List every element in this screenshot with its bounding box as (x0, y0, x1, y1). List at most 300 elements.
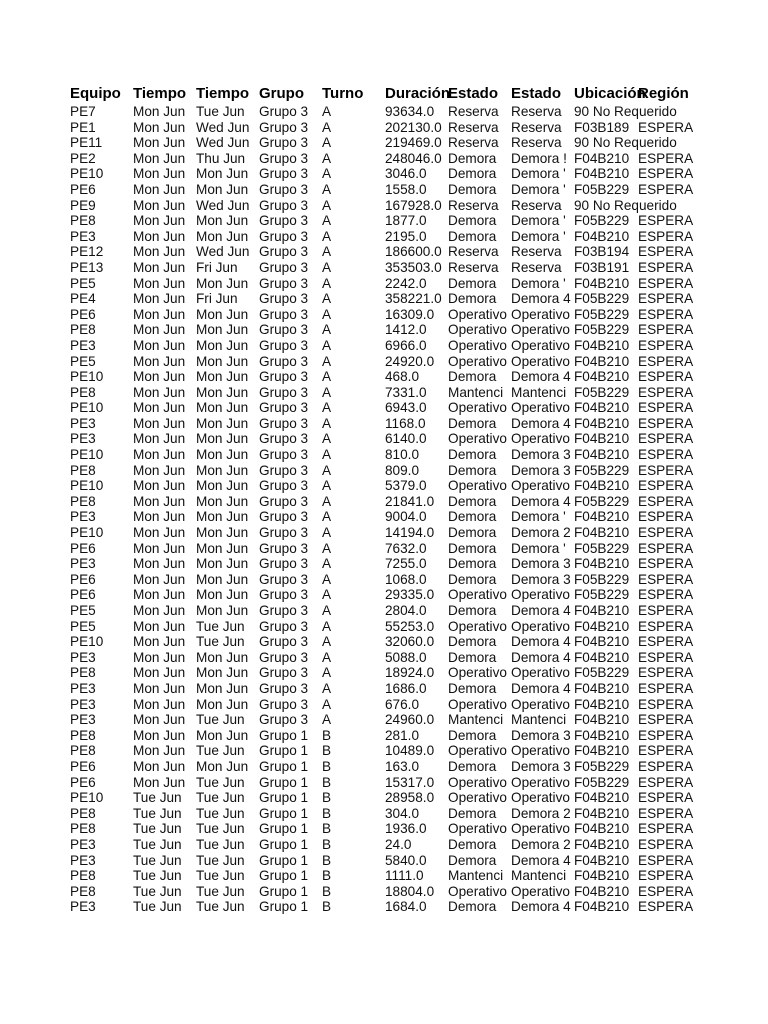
cell-estado-detalle: Demora 3 (511, 571, 571, 587)
cell-estado-detalle: Mantenci (511, 712, 567, 728)
cell-equipo: PE10 (70, 525, 104, 541)
cell-estado: Demora (448, 649, 497, 665)
cell-turno: A (322, 353, 332, 369)
cell-grupo: Grupo 3 (259, 447, 309, 463)
cell-estado: Demora (448, 228, 497, 244)
cell-equipo: PE6 (70, 181, 96, 197)
cell-turno: A (322, 712, 332, 728)
cell-grupo: Grupo 3 (259, 275, 309, 291)
cell-tiempo-inicio: Mon Jun (133, 353, 186, 369)
cell-turno: B (322, 868, 332, 884)
cell-tiempo-fin: Mon Jun (196, 493, 249, 509)
cell-equipo: PE8 (70, 462, 96, 478)
cell-ubicacion: F05B229 (574, 291, 630, 307)
table-row (69, 447, 709, 463)
cell-estado: Demora (448, 291, 497, 307)
cell-estado: Operativo (448, 337, 507, 353)
cell-tiempo-fin: Mon Jun (196, 384, 249, 400)
cell-region: ESPERA (638, 805, 694, 821)
cell-estado: Demora (448, 447, 497, 463)
header-estado: Estado (448, 85, 499, 102)
cell-duracion: 6966.0 (385, 337, 427, 353)
cell-estado: Demora (448, 493, 497, 509)
cell-tiempo-inicio: Mon Jun (133, 758, 186, 774)
cell-estado: Demora (448, 369, 497, 385)
cell-grupo: Grupo 1 (259, 774, 309, 790)
cell-equipo: PE3 (70, 228, 96, 244)
cell-tiempo-fin: Mon Jun (196, 571, 249, 587)
cell-estado-detalle: Operativo (511, 587, 570, 603)
cell-grupo: Grupo 3 (259, 603, 309, 618)
cell-tiempo-inicio: Mon Jun (133, 275, 186, 291)
cell-turno: A (322, 509, 332, 525)
cell-estado-detalle: Demora 4 (511, 649, 571, 665)
cell-region (637, 198, 699, 214)
cell-ubicacion: F05B229 (574, 774, 630, 790)
cell-equipo: PE3 (70, 680, 96, 696)
cell-tiempo-fin: Mon Jun (196, 665, 249, 681)
cell-tiempo-fin: Thu Jun (196, 150, 246, 166)
cell-duracion: 1168.0 (385, 415, 426, 431)
cell-turno: A (322, 369, 332, 385)
cell-estado: Demora (448, 166, 497, 182)
cell-grupo: Grupo 3 (259, 400, 309, 416)
cell-estado: Operativo (448, 774, 507, 790)
cell-turno: A (322, 291, 332, 307)
cell-equipo: PE7 (70, 104, 96, 119)
cell-ubicacion: F04B210 (574, 525, 630, 541)
table-row (69, 712, 709, 728)
table-row (69, 837, 709, 853)
cell-grupo: Grupo 3 (259, 680, 309, 696)
cell-tiempo-inicio: Mon Jun (133, 431, 186, 447)
cell-region (637, 104, 699, 120)
cell-tiempo-fin: Mon Jun (196, 369, 249, 385)
cell-grupo: Grupo 3 (259, 150, 309, 166)
cell-grupo: Grupo 3 (259, 509, 309, 525)
cell-equipo: PE8 (70, 805, 96, 821)
cell-estado: Operativo (448, 587, 507, 603)
cell-region: ESPERA (638, 431, 694, 447)
cell-ubicacion: F04B210 (574, 649, 630, 665)
cell-equipo: PE8 (70, 665, 96, 681)
cell-estado-detalle: Operativo (511, 774, 570, 790)
cell-equipo: PE3 (70, 696, 96, 712)
cell-grupo: Grupo 1 (259, 868, 309, 884)
cell-estado: Demora (448, 509, 497, 525)
cell-tiempo-inicio: Tue Jun (133, 805, 182, 821)
cell-equipo: PE10 (70, 400, 104, 416)
cell-equipo: PE3 (70, 836, 96, 852)
cell-ubicacion: F05B229 (574, 587, 630, 603)
table-row (69, 884, 709, 900)
cell-equipo: PE10 (70, 166, 104, 182)
cell-ubicacion: F05B229 (574, 384, 630, 400)
cell-ubicacion: F04B210 (574, 603, 630, 618)
cell-tiempo-inicio: Mon Jun (133, 369, 186, 385)
cell-ubicacion: F04B210 (574, 150, 630, 166)
cell-duracion: 167928.0 (385, 197, 442, 213)
cell-region: ESPERA (638, 478, 694, 494)
cell-estado: Demora (448, 680, 497, 696)
cell-duracion: 1558.0 (385, 181, 427, 197)
cell-estado: Reserva (448, 197, 499, 213)
cell-tiempo-inicio: Mon Jun (133, 493, 186, 509)
cell-grupo: Grupo 1 (259, 821, 309, 837)
cell-region: ESPERA (638, 525, 694, 541)
table-row (69, 229, 709, 245)
cell-grupo: Grupo 3 (259, 462, 309, 478)
cell-estado: Demora (448, 852, 497, 868)
cell-region: ESPERA (638, 743, 694, 759)
cell-duracion: 1877.0 (385, 213, 427, 229)
cell-equipo: PE6 (70, 540, 96, 556)
cell-ubicacion: F05B229 (574, 213, 630, 229)
cell-duracion: 24920.0 (385, 353, 435, 369)
cell-duracion: 24.0 (385, 836, 412, 852)
cell-tiempo-inicio: Mon Jun (133, 400, 186, 416)
cell-tiempo-inicio: Mon Jun (133, 603, 186, 618)
cell-turno: A (322, 618, 332, 634)
cell-grupo: Grupo 3 (259, 696, 309, 712)
cell-estado-detalle: Reserva (511, 119, 562, 135)
cell-turno: A (322, 197, 332, 213)
cell-equipo: PE8 (70, 213, 96, 229)
cell-region: ESPERA (638, 166, 694, 182)
table-row (69, 821, 709, 837)
cell-equipo: PE4 (70, 291, 96, 307)
cell-duracion: 1936.0 (385, 821, 427, 837)
cell-region: ESPERA (638, 790, 694, 806)
cell-tiempo-inicio: Tue Jun (133, 790, 182, 806)
cell-equipo: PE5 (70, 603, 96, 618)
cell-turno: A (322, 493, 332, 509)
cell-tiempo-fin: Mon Jun (196, 556, 249, 572)
header-ubicacion: Ubicación (574, 85, 646, 102)
cell-duracion: 18804.0 (385, 883, 435, 899)
cell-tiempo-fin: Tue Jun (196, 883, 245, 899)
cell-region: ESPERA (638, 306, 694, 322)
cell-equipo: PE6 (70, 306, 96, 322)
cell-duracion: 93634.0 (385, 104, 435, 119)
cell-tiempo-fin: Tue Jun (196, 836, 245, 852)
cell-region: ESPERA (638, 322, 694, 338)
table-row (69, 665, 709, 681)
cell-estado: Demora (448, 805, 497, 821)
cell-equipo: PE3 (70, 712, 96, 728)
cell-tiempo-fin: Tue Jun (196, 774, 245, 790)
header-grupo: Grupo (259, 85, 304, 102)
cell-estado: Reserva (448, 135, 499, 151)
cell-duracion: 32060.0 (385, 634, 435, 650)
table-row (69, 322, 709, 338)
table-row (69, 151, 709, 167)
cell-turno: A (322, 540, 332, 556)
table-row (69, 556, 709, 572)
cell-estado: Operativo (448, 696, 507, 712)
table-row (69, 619, 709, 635)
cell-turno: A (322, 478, 332, 494)
table-row (69, 416, 709, 432)
cell-duracion: 809.0 (385, 462, 420, 478)
cell-estado-detalle: Operativo (511, 431, 570, 447)
cell-equipo: PE3 (70, 556, 96, 572)
cell-estado: Operativo (448, 400, 507, 416)
cell-equipo: PE8 (70, 883, 96, 899)
cell-tiempo-inicio: Mon Jun (133, 727, 186, 743)
cell-duracion: 21841.0 (385, 493, 435, 509)
cell-equipo: PE5 (70, 275, 96, 291)
cell-grupo: Grupo 3 (259, 369, 309, 385)
cell-region: ESPERA (638, 447, 694, 463)
cell-region: ESPERA (638, 758, 694, 774)
cell-tiempo-fin: Wed Jun (196, 119, 250, 135)
cell-estado-detalle: Demora 4 (511, 493, 571, 509)
cell-tiempo-fin: Mon Jun (196, 181, 249, 197)
cell-duracion: 55253.0 (385, 618, 435, 634)
cell-region: ESPERA (638, 275, 694, 291)
cell-tiempo-inicio: Mon Jun (133, 415, 186, 431)
cell-ubicacion: F04B210 (574, 166, 630, 182)
cell-estado-detalle: Demora 2 (511, 836, 571, 852)
table-row (69, 104, 709, 120)
cell-grupo: Grupo 3 (259, 259, 309, 275)
cell-tiempo-inicio: Mon Jun (133, 696, 186, 712)
cell-tiempo-inicio: Mon Jun (133, 322, 186, 338)
cell-region: ESPERA (638, 353, 694, 369)
cell-ubicacion: F04B210 (574, 712, 630, 728)
cell-duracion: 5379.0 (385, 478, 427, 494)
cell-equipo: PE6 (70, 587, 96, 603)
table-row (69, 759, 709, 775)
header-estado-detalle: Estado (511, 85, 562, 102)
cell-tiempo-fin: Tue Jun (196, 712, 245, 728)
cell-estado-detalle: Demora 2 (511, 525, 571, 541)
cell-estado: Operativo (448, 431, 507, 447)
table-row (69, 354, 709, 370)
cell-grupo: Grupo 3 (259, 618, 309, 634)
cell-grupo: Grupo 3 (259, 322, 309, 338)
cell-turno: A (322, 634, 332, 650)
cell-equipo: PE10 (70, 790, 104, 806)
cell-estado-detalle: Operativo (511, 400, 570, 416)
cell-estado-detalle: Reserva (511, 197, 562, 213)
cell-estado-detalle: Operativo (511, 743, 570, 759)
cell-grupo: Grupo 1 (259, 899, 309, 915)
cell-duracion: 5840.0 (385, 852, 427, 868)
cell-estado-detalle: Demora ' (511, 228, 566, 244)
cell-tiempo-fin: Mon Jun (196, 649, 249, 665)
cell-equipo: PE8 (70, 743, 96, 759)
cell-estado-detalle: Demora 3 (511, 462, 571, 478)
table-row (69, 697, 709, 713)
cell-grupo: Grupo 3 (259, 306, 309, 322)
cell-duracion: 24960.0 (385, 712, 435, 728)
cell-grupo: Grupo 1 (259, 852, 309, 868)
cell-estado-detalle: Demora ' (511, 181, 566, 197)
cell-grupo: Grupo 3 (259, 353, 309, 369)
cell-tiempo-fin: Tue Jun (196, 618, 245, 634)
cell-duracion: 358221.0 (385, 291, 442, 307)
cell-tiempo-fin: Wed Jun (196, 197, 250, 213)
cell-duracion: 10489.0 (385, 743, 435, 759)
cell-tiempo-fin: Mon Jun (196, 213, 249, 229)
cell-tiempo-fin: Tue Jun (196, 634, 245, 650)
cell-tiempo-fin: Fri Jun (196, 291, 238, 307)
cell-ubicacion: F05B229 (574, 306, 630, 322)
cell-region: ESPERA (638, 384, 694, 400)
cell-equipo: PE10 (70, 478, 104, 494)
cell-estado-detalle: Demora 4 (511, 852, 571, 868)
cell-estado-detalle: Demora ' (511, 166, 566, 182)
cell-region: ESPERA (638, 291, 694, 307)
cell-tiempo-fin: Mon Jun (196, 509, 249, 525)
cell-duracion: 29335.0 (385, 587, 435, 603)
cell-grupo: Grupo 3 (259, 587, 309, 603)
table-row (69, 431, 709, 447)
cell-region: ESPERA (638, 852, 694, 868)
cell-estado: Operativo (448, 790, 507, 806)
cell-tiempo-fin: Mon Jun (196, 322, 249, 338)
cell-ubicacion: 90 No Requerido (574, 104, 677, 119)
cell-equipo: PE3 (70, 899, 96, 915)
cell-estado: Demora (448, 213, 497, 229)
cell-estado-detalle: Demora 4 (511, 291, 571, 307)
cell-equipo: PE8 (70, 821, 96, 837)
cell-estado-detalle: Operativo (511, 665, 570, 681)
cell-estado: Demora (448, 571, 497, 587)
cell-duracion: 468.0 (385, 369, 420, 385)
header-region: Región (638, 85, 689, 102)
cell-grupo: Grupo 3 (259, 478, 309, 494)
cell-turno: B (322, 774, 332, 790)
cell-tiempo-inicio: Tue Jun (133, 899, 182, 915)
cell-duracion: 15317.0 (385, 774, 435, 790)
table-row (69, 244, 709, 260)
cell-tiempo-fin: Mon Jun (196, 306, 249, 322)
cell-region: ESPERA (638, 618, 694, 634)
cell-grupo: Grupo 3 (259, 571, 309, 587)
cell-equipo: PE3 (70, 415, 96, 431)
cell-tiempo-fin: Tue Jun (196, 899, 245, 915)
table-row (69, 509, 709, 525)
cell-tiempo-fin: Tue Jun (196, 852, 245, 868)
cell-tiempo-inicio: Mon Jun (133, 166, 186, 182)
cell-tiempo-fin: Mon Jun (196, 478, 249, 494)
cell-estado-detalle: Demora 3 (511, 447, 571, 463)
cell-turno: A (322, 119, 332, 135)
cell-region: ESPERA (638, 213, 694, 229)
cell-estado-detalle: Demora 4 (511, 603, 571, 618)
cell-estado-detalle: Mantenci (511, 868, 567, 884)
cell-ubicacion: F05B229 (574, 540, 630, 556)
table-row (69, 400, 709, 416)
table-row (69, 198, 709, 214)
cell-duracion: 28958.0 (385, 790, 435, 806)
table-row (69, 899, 709, 915)
cell-duracion: 202130.0 (385, 119, 442, 135)
cell-equipo: PE8 (70, 727, 96, 743)
cell-tiempo-fin: Mon Jun (196, 431, 249, 447)
cell-duracion: 6943.0 (385, 400, 427, 416)
cell-estado: Demora (448, 150, 497, 166)
cell-estado: Demora (448, 899, 497, 915)
cell-estado: Operativo (448, 306, 507, 322)
cell-turno: A (322, 181, 332, 197)
cell-estado: Operativo (448, 322, 507, 338)
cell-tiempo-inicio: Mon Jun (133, 665, 186, 681)
cell-ubicacion: F05B229 (574, 181, 630, 197)
cell-ubicacion: 90 No Requerido (574, 135, 677, 151)
cell-grupo: Grupo 1 (259, 836, 309, 852)
cell-turno: A (322, 306, 332, 322)
cell-region: ESPERA (638, 587, 694, 603)
cell-tiempo-inicio: Mon Jun (133, 556, 186, 572)
cell-equipo: PE3 (70, 649, 96, 665)
cell-region: ESPERA (638, 727, 694, 743)
cell-tiempo-inicio: Tue Jun (133, 883, 182, 899)
cell-tiempo-inicio: Mon Jun (133, 259, 186, 275)
cell-grupo: Grupo 3 (259, 291, 309, 307)
cell-estado-detalle: Operativo (511, 883, 570, 899)
header-equipo: Equipo (70, 85, 121, 102)
cell-estado-detalle: Reserva (511, 135, 562, 151)
cell-tiempo-inicio: Mon Jun (133, 213, 186, 229)
cell-region: ESPERA (638, 228, 694, 244)
cell-estado: Reserva (448, 119, 499, 135)
cell-tiempo-fin: Tue Jun (196, 104, 245, 119)
cell-turno: A (322, 166, 332, 182)
cell-duracion: 186600.0 (385, 244, 442, 260)
cell-tiempo-inicio: Mon Jun (133, 743, 186, 759)
cell-turno: A (322, 603, 332, 618)
table-body (69, 104, 709, 915)
cell-estado-detalle: Reserva (511, 244, 562, 260)
cell-tiempo-fin: Mon Jun (196, 415, 249, 431)
cell-estado-detalle: Operativo (511, 478, 570, 494)
cell-tiempo-inicio: Mon Jun (133, 197, 186, 213)
table-row (69, 213, 709, 229)
table-row (69, 728, 709, 744)
cell-duracion: 2242.0 (385, 275, 427, 291)
cell-ubicacion: 90 No Requerido (574, 197, 677, 213)
cell-estado: Reserva (448, 244, 499, 260)
cell-grupo: Grupo 3 (259, 104, 309, 119)
cell-equipo: PE3 (70, 509, 96, 525)
cell-turno: B (322, 836, 332, 852)
cell-turno: A (322, 259, 332, 275)
cell-estado: Operativo (448, 353, 507, 369)
cell-grupo: Grupo 3 (259, 213, 309, 229)
cell-estado: Demora (448, 634, 497, 650)
table-row (69, 806, 709, 822)
cell-estado: Demora (448, 836, 497, 852)
cell-equipo: PE10 (70, 369, 104, 385)
cell-equipo: PE8 (70, 322, 96, 338)
cell-grupo: Grupo 3 (259, 244, 309, 260)
cell-ubicacion: F03B191 (574, 259, 630, 275)
cell-turno: A (322, 337, 332, 353)
cell-estado-detalle: Operativo (511, 790, 570, 806)
cell-turno: B (322, 727, 332, 743)
cell-tiempo-inicio: Mon Jun (133, 181, 186, 197)
cell-grupo: Grupo 3 (259, 415, 309, 431)
cell-turno: B (322, 758, 332, 774)
table-row (69, 541, 709, 557)
cell-ubicacion: F04B210 (574, 447, 630, 463)
cell-region: ESPERA (638, 665, 694, 681)
cell-tiempo-fin: Mon Jun (196, 400, 249, 416)
